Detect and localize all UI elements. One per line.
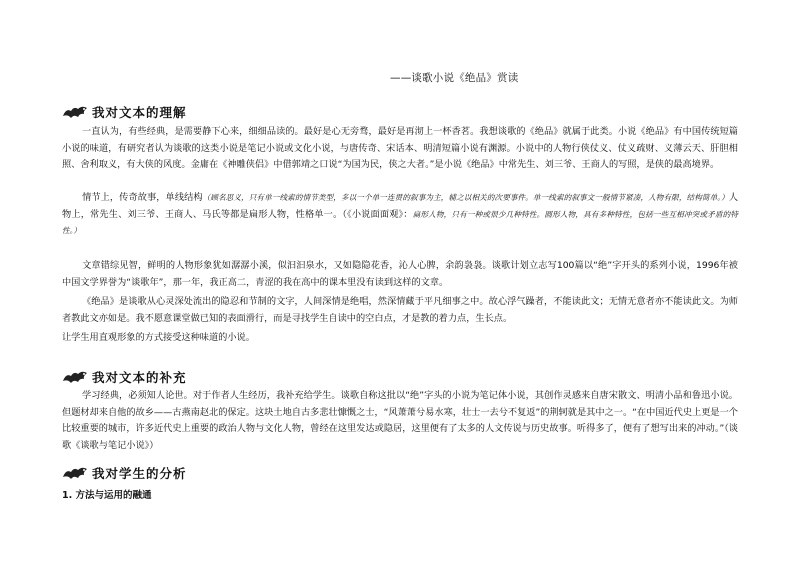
paragraph xyxy=(62,190,738,240)
paragraph xyxy=(62,294,738,327)
paragraph xyxy=(62,330,738,347)
dragon-icon xyxy=(62,465,88,481)
section-heading-text: 我对文本的补充 xyxy=(92,370,187,385)
section-heading-text: 我对学生的分析 xyxy=(92,466,187,481)
paragraph-text: 情节上，传奇故事，单线结构 xyxy=(82,192,203,203)
dragon-icon xyxy=(62,369,88,385)
paragraph-text: 让学生用直观形象的方式接受这种味道的小说。 xyxy=(62,332,255,343)
paragraph-text: 《绝品》是谈歌从心灵深处流出的隐忍和节制的文字，人间深情是绝唱，然深情藏于平凡细事之中。故心浮气躁者，不能读此文；无情无意者亦不能读此文。为师者教此文亦如是。我不愿意课堂做已知的表面滑行，而是寻找学生自读中的空白点，才是教的着力点，生长点。 xyxy=(62,296,738,324)
annotation-text: 扁形人物，只有一种或很少几种特性。圆形人物，具有多种特性，包括一些互相冲突或矛盾的特性。） xyxy=(62,209,739,235)
section-heading-understanding xyxy=(62,103,187,121)
section-heading-supplement xyxy=(62,368,187,386)
dragon-icon xyxy=(62,104,88,120)
paragraph xyxy=(62,258,738,291)
paragraph xyxy=(62,124,738,174)
paragraph xyxy=(62,388,738,454)
annotation-text: （顾名思义，只有单一线索的情节类型，多以一个单一连贯的叙事为主，辅之以相关的次要事件。单一线索的叙事文一般情节紧凑，人物有限，结构简单。） xyxy=(202,193,729,202)
paragraph-text: 学习经典，必须知人论世。对于作者人生经历，我补充给学生。谈歌自称这批以“绝”字头的小说为笔记体小说，其创作灵感来自唐宋散文、明清小品和鲁迅小说。但题材却来自他的故乡——古燕南赵北的保定。这块土地自古多悲壮慷慨之士，“风萧萧兮易水寒，壮士一去兮不复返”的荆轲就是其中之一。“在中国近代史上更是一个比较重要的城市，许多近代史上重要的政治人物与文化人物，曾经在这里发达或隐居，这里便有了太多的人文传说与历史故事。听得多了，便有了想写出来的冲动。”（谈歌《谈歌与笔记小说》） xyxy=(62,390,738,451)
subtitle: ——谈歌小说《绝品》赏读 xyxy=(390,72,519,84)
section-heading-text: 我对文本的理解 xyxy=(92,105,187,120)
subheading: 1. 方法与运用的融通 xyxy=(62,490,152,501)
paragraph-text: 文章错综见智，鲜明的人物形象犹如潺潺小溪，似汩汩泉水，又如隐隐花香，沁人心脾，余韵袅袅。谈歌计划立志写100篇以“绝”字开头的系列小说，1996年被中国文学界誉为“谈歌年”，那一年，我正高二，青涩的我在高中的课本里没有读到这样的文章。 xyxy=(62,260,738,288)
paragraph-text: 人物上，常先生、刘三爷、王商人、马氏等都是扁形人物，性格单一。（《小说面面观》： xyxy=(62,192,738,220)
paragraph-text: 一直认为，有些经典，是需要静下心来，细细品读的。最好是心无旁骛，最好是再沏上一杯香茗。我想谈歌的《绝品》就属于此类。小说《绝品》有中国传统短篇小说的味道，有研究者认为谈歌的这类小说是笔记小说或文化小说，与唐传奇、宋话本、明清短篇小说有渊源。小说中的人物行侠仗义、仗义疏财、义薄云天、肝胆相照、舍利取义，有大侠的风度。金庸在《神雕侠侣》中借郭靖之口说“为国为民，侠之大者。”是小说《绝品》中常先生、刘三爷、王商人的写照，是侠的最高境界。 xyxy=(62,126,738,170)
section-heading-student-analysis xyxy=(62,464,187,482)
